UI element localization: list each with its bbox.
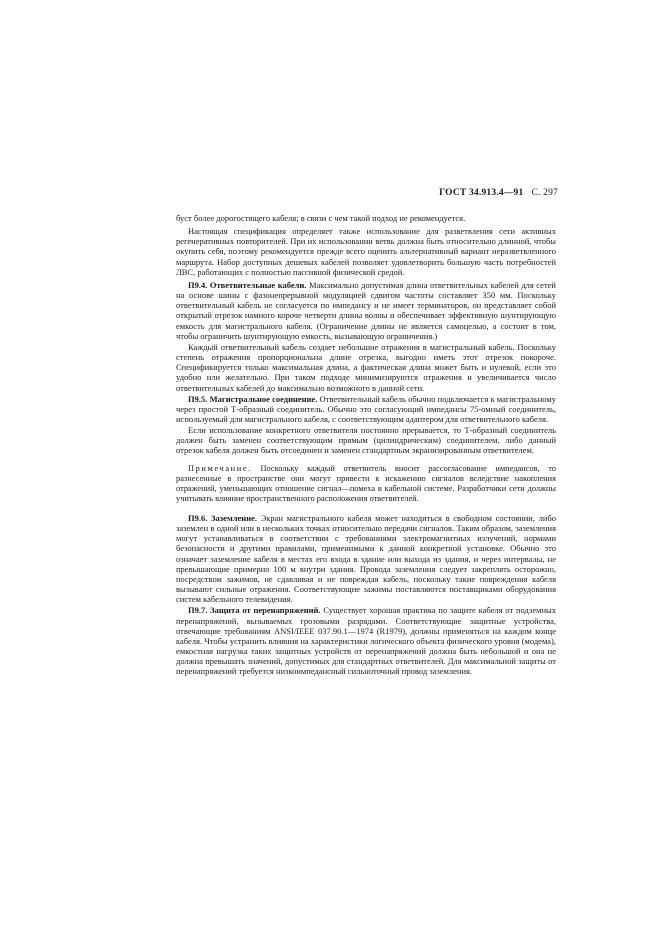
section-paragraph (176, 513, 556, 604)
section-title: П9.5. Магистральное соединение. (188, 393, 318, 404)
section-paragraph (176, 605, 556, 676)
section-title: П9.6. Заземление. (188, 512, 257, 523)
section-text: Ответвительный кабель обычно подключается к магистральному через простой Т-образный соединитель. Обычно это согласующий импедансы 75-омный соединитель, используемый для магистрального кабеля, с соответствующим адаптером для ответвительного кабеля. (176, 393, 556, 424)
standard-number: ГОСТ 34.913.4—91 (439, 188, 524, 198)
section-text: Максимально допустимая длина ответвительных кабелей для сетей на основе шины с фазонепрерывной модуляцией сдвигом частоты составляет 350 мм. Поскольку ответвительный кабель не согласуется по импедансу и не имеет терминаторов, он представляет собой открытый отрезок намного короче четверти длины волны и обеспечивает эффективную шунтирующую емкость для магистрального кабеля. (Ограничение длины не является самоцелью, а состоит в том, чтобы ограничить шунтирующую емкость, вызывающую ограничения.) (176, 279, 556, 341)
section-text: Существует хорошая практика по защите кабеля от подземных перенапряжений, вызываемых грозовыми разрядами. Соответствующие защитные устройства, отвечающие требованиям ANSI/IEEE 037.90.1—1974 (R1979), должны применяться на каждом конце кабеля. Чтобы устранить влияния на характеристики логического объекта физического уровня (модема), емкостная нагрузка таких защитных устройств от перенапряжений должна быть небольшой и она не должна превышать значений, допустимых для стандартных ответвителей. Для максимальной защиты от перенапряжений требуется низкоимпедансный сильноточный провод заземления. (176, 605, 556, 677)
note-paragraph (176, 464, 556, 504)
section-title: П9.7. Защита от перенапряжений. (188, 605, 321, 616)
page-header (418, 188, 558, 198)
note-label: Примечание. (188, 463, 252, 473)
note-text: Поскольку каждый ответвитель вносит рассогласование импедансов, то разнесенные в пространстве они могут привести к искажению сигналов вследствие накопления отражений, уменьшающих отношение сигнал—помеха в кабельной системе. Разработчики сети должны учитывать влияние пространственного расположения ответвителей. (176, 463, 556, 503)
page-number: С. 297 (531, 188, 558, 198)
section-text: Экран магистрального кабеля может находиться в свободном состоянии, либо заземлен в одной или в нескольких точках относительно передачи сигналов. Таким образом, заземления могут устанавливаться в соответствии с требованиями электромагнитных излучений, нормами безопасности и другими правилами, применимыми к данной конкретной установке. Обычно это означает заземление кабеля в местах его входа в здание или выхода из здания, и через интервалы, не превышающие примерно 100 м внутри здания. Провода заземления следует закреплять осторожно, посредством зажимов, не сдавливая и не повреждая кабель, поскольку такие повреждения кабеля вызывают сильные отражения. Соответствующие зажимы поставляются поставщиками оборудования систем кабельного телевидения. (176, 512, 557, 605)
section-paragraph (176, 394, 556, 424)
paragraph: Каждый ответвительный кабель создает небольшие отражения в магистральный кабель. Поскольку степень отражения пропорциональна длине отрезка, выгодно иметь этот отрезок покороче. Спецификируется только максимальная длина, а фактическая длина может быть и нулевой, если это удобно или желательно. При таком подходе минимизируются отражения и увеличивается число ответвительных кабелей до максимально возможного в данной сети. (176, 341, 556, 393)
paragraph: Настоящая спецификация определяет также использование для разветвления сети активных регенеративных повторителей. При их использовании ветвь должна быть относительно длинной, чтобы окупить себя, поэтому рекомендуется прежде всего оценить альтернативный вариант неразветвленного маршрута. Набор доступных дешевых кабелей позволяет удовлетворить большую часть потребностей ЛВС, работающих с полностью пассивной физической средой. (176, 226, 556, 277)
note-block (176, 464, 556, 504)
paragraph: Если использование конкретного ответвителя постоянно прерывается, то Т-образный соединитель должен быть заменен соответствующим прямым (цилиндрическим) соединителем, либо данный отрезок кабеля должен быть отсоединен и заменен стандартным экранизированным ответвителем. (176, 425, 556, 456)
section-title: П9.4. Ответвительные кабели. (188, 279, 307, 290)
section-paragraph (176, 280, 556, 341)
document-body (176, 213, 556, 677)
paragraph: буст более дорогостящего кабеля; в связи с чем такой подход не рекомендуется. (176, 213, 466, 223)
